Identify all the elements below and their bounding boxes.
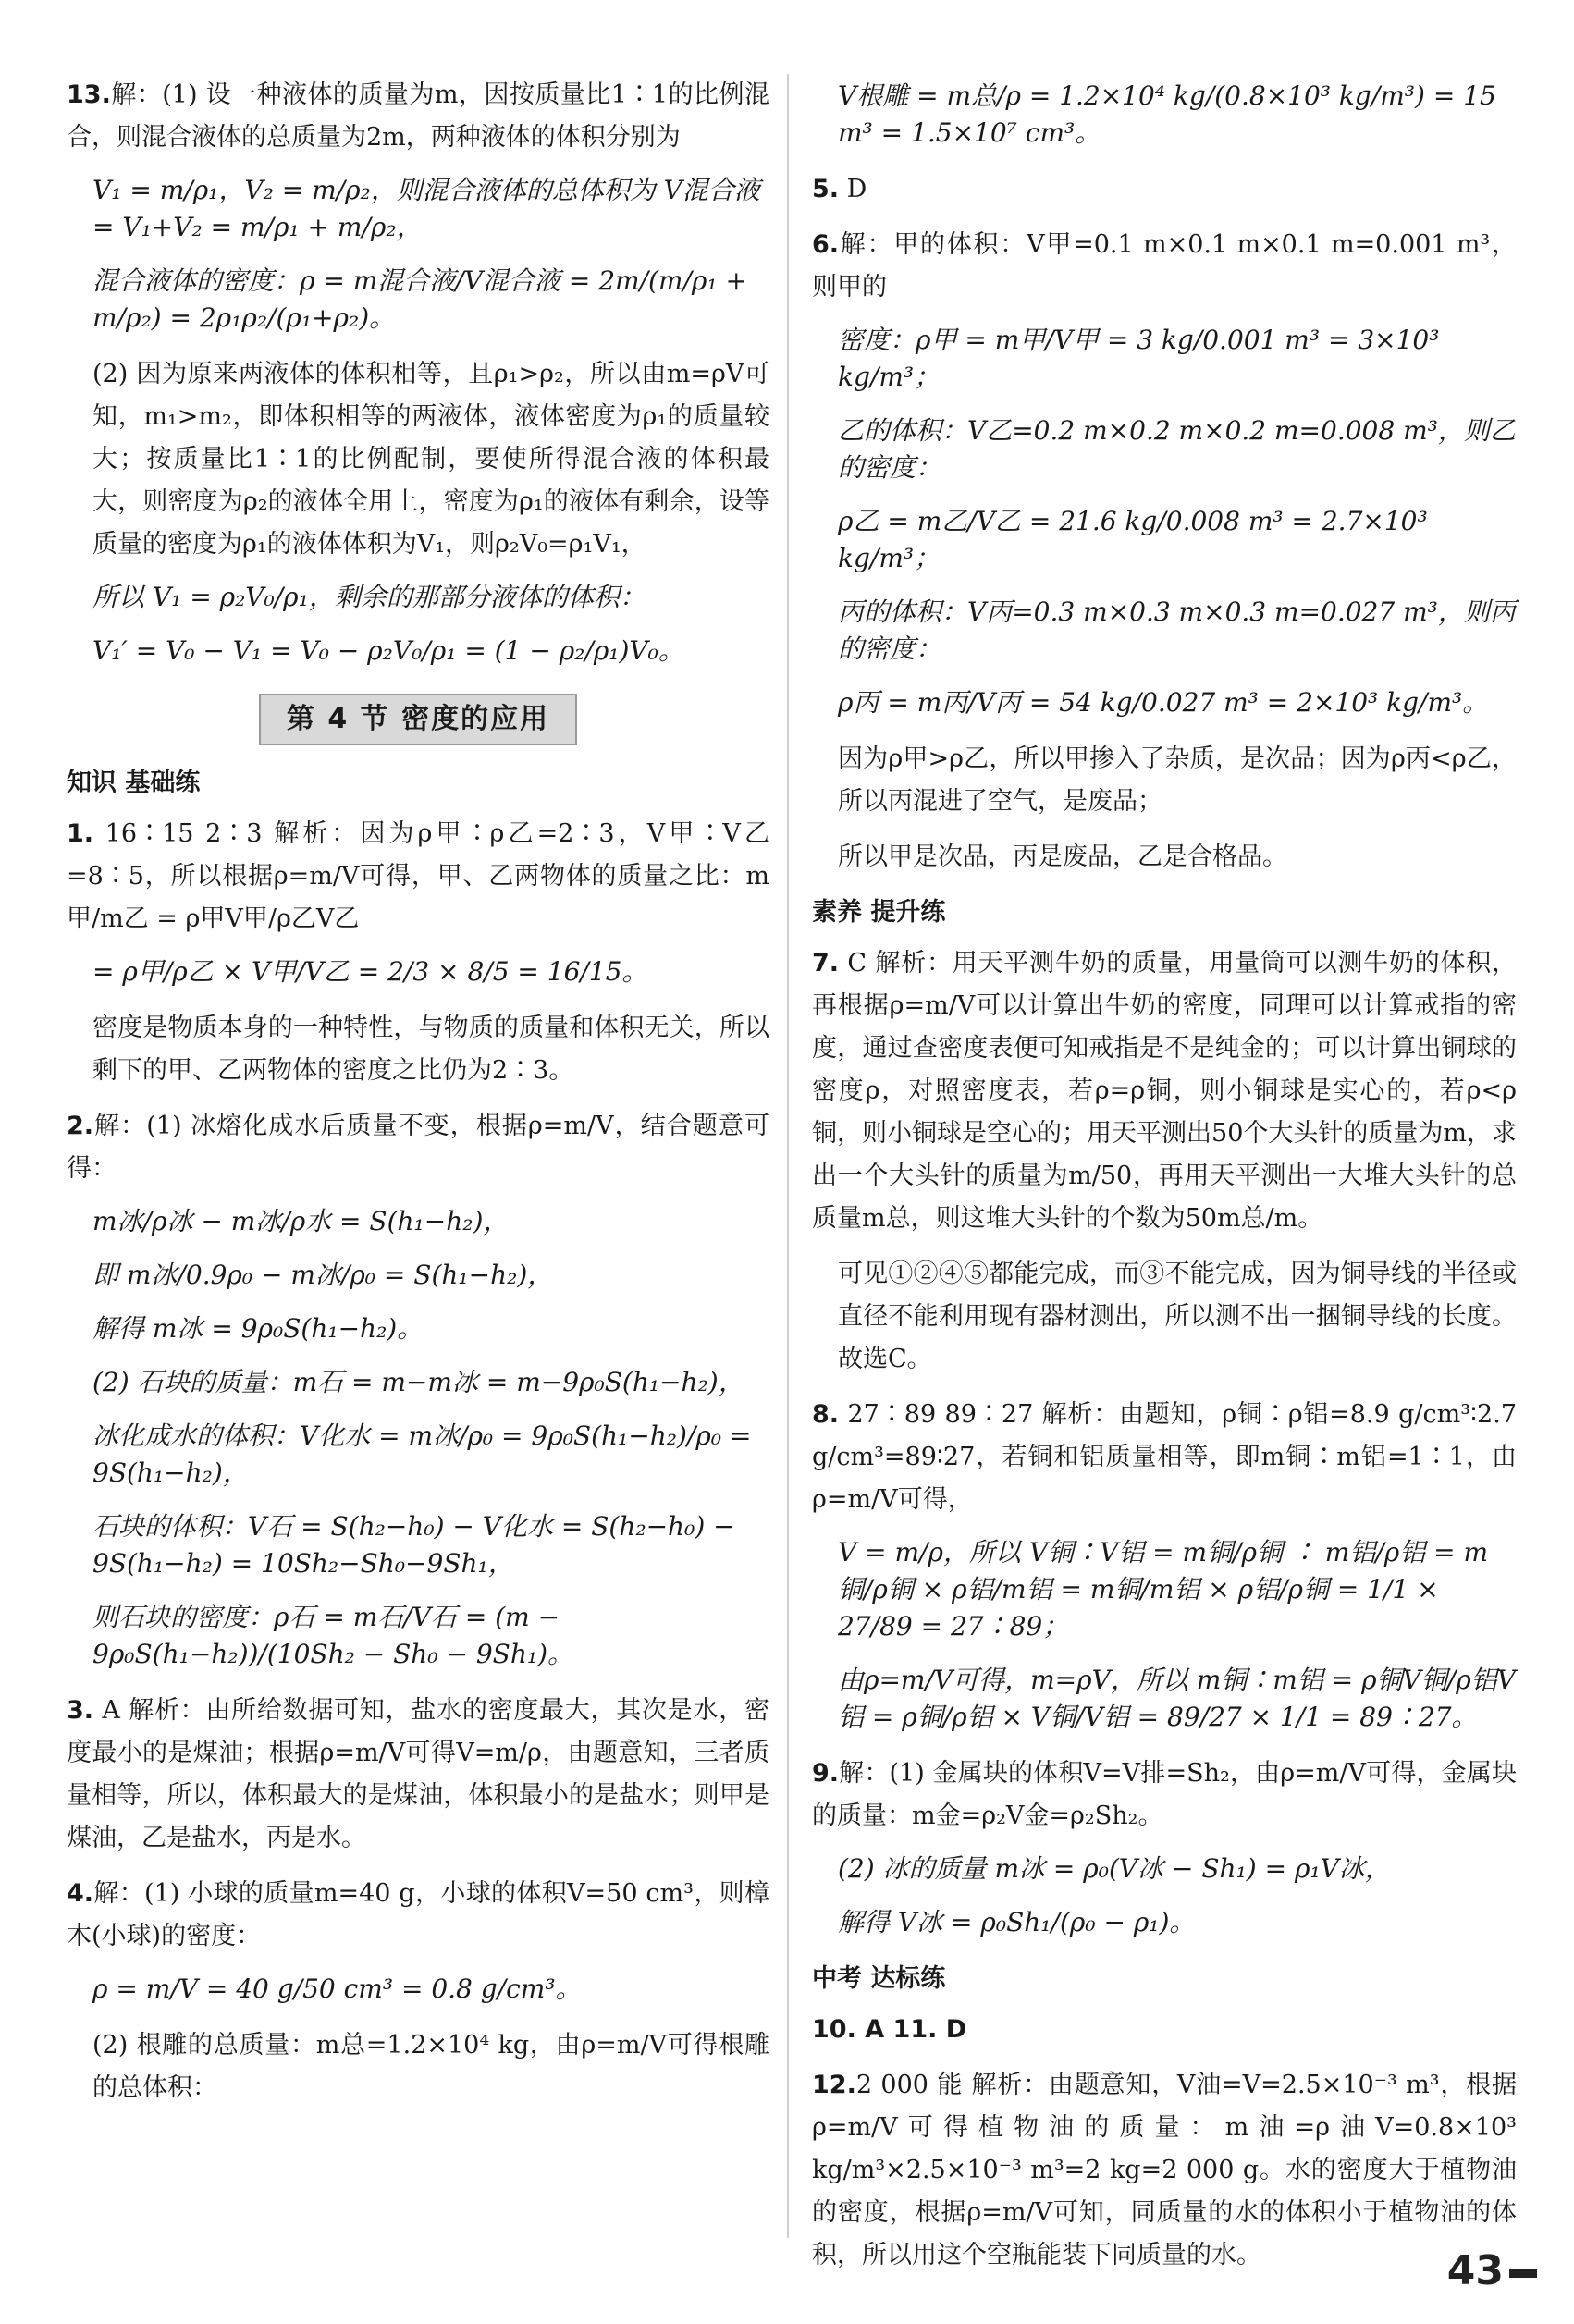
q6-text [812, 224, 1517, 309]
section-title: 第 4 节 密度的应用 [259, 694, 577, 745]
q2-eq1: m冰/ρ冰 − m冰/ρ水 = S(h₁−h₂)， [92, 1206, 510, 1236]
q10-11-answers: 10. A 11. D [812, 2015, 967, 2044]
q12-part1: 2 000 能 解析：由题意知，V油=V=2.5×10⁻³ m³，根据ρ=m/V可得植物油的质量：m油=ρ油V=0.8×10³ kg/m³×2.5×10⁻³ m³=2 kg=2 000 g。水的密度大于植物油的密度，根据ρ=m/V可知，同质量的水的体积小于植物油的体积，所以用这个空瓶能装下同质量的水。 [812, 2071, 1517, 2269]
q5-answer: D [846, 175, 867, 203]
q13-number: 13. [67, 80, 111, 109]
q6-eq1: 密度：ρ甲 = m甲/V甲 = 3 kg/0.001 m³ = 3×10³ kg/m³； [838, 325, 1448, 392]
q6-part1: 解：甲的体积：V甲=0.1 m×0.1 m×0.1 m=0.001 m³，则甲的 [812, 230, 1517, 301]
q6-eq5: ρ丙 = m丙/V丙 = 54 kg/0.027 m³ = 2×10³ kg/m³。 [838, 687, 1489, 718]
q13-eq4: V₁′ = V₀ − V₁ = V₀ − ρ₂V₀/ρ₁ = (1 − ρ₂/ρ₁)V₀。 [92, 635, 684, 666]
q4-text [67, 1873, 769, 1958]
q8-eq2: 由ρ=m/V可得，m=ρV，所以 m铜∶m铝 = ρ铜V铜/ρ铝V铝 = ρ铜/ρ铝 × V铜/V铝 = 89/27 × 1/1 = 89∶27。 [838, 1665, 1516, 1732]
q2-eq3: 解得 m冰 = 9ρ₀S(h₁−h₂)。 [92, 1313, 424, 1344]
q4-cont-eq1: V根雕 = m总/ρ = 1.2×10⁴ kg/(0.8×10³ kg/m³) = 15 m³ = 1.5×10⁷ cm³。 [838, 80, 1505, 148]
q2-eq2: 即 m冰/0.9ρ₀ − m冰/ρ₀ = S(h₁−h₂)， [92, 1260, 554, 1290]
q3-part1: A 解析：由所给数据可知，盐水的密度最大，其次是水，密度最小的是煤油；根据ρ=m/V可得V=m/ρ，由题意知，三者质量相等，所以，体积最大的是煤油，体积最小的是盐水；则甲是煤油，乙是盐水，丙是水。 [67, 1696, 769, 1852]
page-number [1447, 2247, 1537, 2294]
q1-number: 1. [67, 819, 94, 848]
q7-part2: 可见①②④⑤都能完成，而③不能完成，因为铜导线的半径或直径不能利用现有器材测出，所以测不出一捆铜导线的长度。故选C。 [838, 1260, 1517, 1373]
q2-eq4: (2) 石块的质量：m石 = m−m冰 = m−9ρ₀S(h₁−h₂)， [92, 1367, 744, 1397]
q2-eq7: 则石块的密度：ρ石 = m石/V石 = (m − 9ρ₀S(h₁−h₂))/(10Sh₂ − Sh₀ − 9Sh₁)。 [92, 1602, 573, 1669]
q9-eq2: 解得 V冰 = ρ₀Sh₁/(ρ₀ − ρ₁)。 [838, 1907, 1196, 1937]
q9-text [812, 1752, 1517, 1838]
subheading-knowledge: 知识 基础练 [67, 769, 201, 797]
q8-text [812, 1394, 1517, 1521]
q13-part2: (2) 因为原来两液体的体积相等，且ρ₁>ρ₂，所以由m=ρV可知，m₁>m₂，即体积相等的两液体，液体密度为ρ₁的质量较大；按质量比1∶1的比例配制，要使所得混合液的体积最大，则密度为ρ₂的液体全用上，密度为ρ₁的液体有剩余，设等质量的密度为ρ₁的液体体积为V₁，则ρ₂V₀=ρ₁V₁， [92, 360, 769, 559]
q1-eq1: = ρ甲/ρ乙 × V甲/V乙 = 2/3 × 8/5 = 16/15。 [92, 956, 648, 987]
q6-eq2: 乙的体积：V乙=0.2 m×0.2 m×0.2 m=0.008 m³，则乙的密度： [838, 415, 1516, 483]
q1-part2: 密度是物质本身的一种特性，与物质的质量和体积无关，所以剩下的甲、乙两物体的密度之比仍为2∶3。 [92, 1014, 769, 1085]
q6-eq4: 丙的体积：V丙=0.3 m×0.3 m×0.3 m=0.027 m³，则丙的密度： [838, 596, 1516, 664]
q7-number: 7. [812, 949, 840, 978]
page-number-bar [1509, 2269, 1537, 2278]
q4-part2: (2) 根雕的总质量：m总=1.2×10⁴ kg，由ρ=m/V可得根雕的总体积： [92, 2031, 769, 2102]
q6-part2: 因为ρ甲>ρ乙，所以甲掺入了杂质，是次品；因为ρ丙<ρ乙，所以丙混进了空气，是废品； [838, 744, 1517, 816]
column-divider [787, 74, 789, 2238]
q3-number: 3. [67, 1696, 94, 1725]
q8-part1: 27∶89 89∶27 解析：由题知，ρ铜∶ρ铝=8.9 g/cm³∶2.7 g/cm³=89∶27，若铜和铝质量相等，即m铜∶m铝=1∶1，由ρ=m/V可得， [812, 1400, 1517, 1514]
q13-part1: 解：(1) 设一种液体的质量为m，因按质量比1∶1的比例混合，则混合液体的总质量为2m，两种液体的体积分别为 [67, 80, 769, 152]
q1-part1: 16∶15 2∶3 解析：因为ρ甲∶ρ乙=2∶3，V甲∶V乙=8∶5，所以根据ρ=m/V可得，甲、乙两物体的质量之比：m甲/m乙 = ρ甲V甲/ρ乙V乙 [67, 819, 769, 933]
right-column [812, 74, 1517, 2290]
q6-eq3: ρ乙 = m乙/V乙 = 21.6 kg/0.008 m³ = 2.7×10³ kg/m³； [838, 506, 1436, 573]
q2-eq6: 石块的体积：V石 = S(h₂−h₀) − V化水 = S(h₂−h₀) − 9S(h₁−h₂) = 10Sh₂−Sh₀−9Sh₁， [92, 1511, 744, 1579]
q5-number: 5. [812, 175, 840, 203]
q2-eq5: 冰化成水的体积：V化水 = m冰/ρ₀ = 9ρ₀S(h₁−h₂)/ρ₀ = 9S(h₁−h₂)， [92, 1420, 760, 1488]
q4-part1: 解：(1) 小球的质量m=40 g，小球的体积V=50 cm³，则樟木(小球)的密度： [67, 1879, 769, 1950]
q3-text [67, 1690, 769, 1860]
q4-eq1: ρ = m/V = 40 g/50 cm³ = 0.8 g/cm³。 [92, 1974, 582, 2004]
q13-eq1: V₁ = m/ρ₁，V₂ = m/ρ₂，则混合液体的总体积为 V混合液 = V₁+V₂ = m/ρ₁ + m/ρ₂， [92, 175, 769, 242]
subheading-improve: 素养 提升练 [812, 898, 946, 927]
q13-eq3: 所以 V₁ = ρ₂V₀/ρ₁，剩余的那部分液体的体积： [92, 582, 646, 612]
q4-number: 4. [67, 1879, 94, 1908]
q2-part1: 解：(1) 冰熔化成水后质量不变，根据ρ=m/V，结合题意可得： [67, 1112, 769, 1183]
q12-number: 12. [812, 2071, 856, 2099]
q9-number: 9. [812, 1759, 840, 1788]
left-column [67, 74, 769, 2122]
q7-part1: C 解析：用天平测牛奶的质量，用量筒可以测牛奶的体积，再根据ρ=m/V可以计算出牛奶的密度，同理可以计算戒指的密度，通过查密度表便可知戒指是不是纯金的；可以计算出铜球的密度ρ，对照密度表，若ρ=ρ铜，则小铜球是实心的，若ρ<ρ铜，则小铜球是空心的；用天平测出50个大头针的质量为m，求出一个大头针的质量为m/50，再用天平测出一大堆大头针的总质量m总，则这堆大头针的个数为50m总/m。 [812, 949, 1517, 1233]
q8-eq1: V = m/ρ，所以 V铜∶V铝 = m铜/ρ铜 ∶ m铝/ρ铝 = m铜/ρ铜 × ρ铝/m铝 = m铜/m铝 × ρ铝/ρ铜 = 1/1 × 27/89 = 27∶89； [838, 1537, 1489, 1642]
q1-text [67, 813, 769, 941]
q2-text [67, 1105, 769, 1190]
subheading-exam: 中考 达标练 [812, 1964, 946, 1993]
page-number-text: 43 [1446, 2247, 1504, 2294]
q5-text [812, 168, 1517, 211]
q13-eq2: 混合液体的密度：ρ = m混合液/V混合液 = 2m/(m/ρ₁ + m/ρ₂) = 2ρ₁ρ₂/(ρ₁+ρ₂)。 [92, 265, 756, 333]
q6-number: 6. [812, 230, 840, 259]
q2-number: 2. [67, 1112, 94, 1140]
q9-eq1: (2) 冰的质量 m冰 = ρ₀(V冰 − Sh₁) = ρ₁V冰， [838, 1853, 1391, 1884]
q13-text [67, 74, 769, 159]
q6-part3: 所以甲是次品，丙是废品，乙是合格品。 [838, 842, 1287, 871]
q12-text [812, 2064, 1517, 2277]
q9-part1: 解：(1) 金属块的体积V=V排=Sh₂，由ρ=m/V可得，金属块的质量：m金=ρ₂V金=ρ₂Sh₂。 [812, 1759, 1517, 1830]
q8-number: 8. [812, 1400, 840, 1429]
q7-text [812, 942, 1517, 1240]
